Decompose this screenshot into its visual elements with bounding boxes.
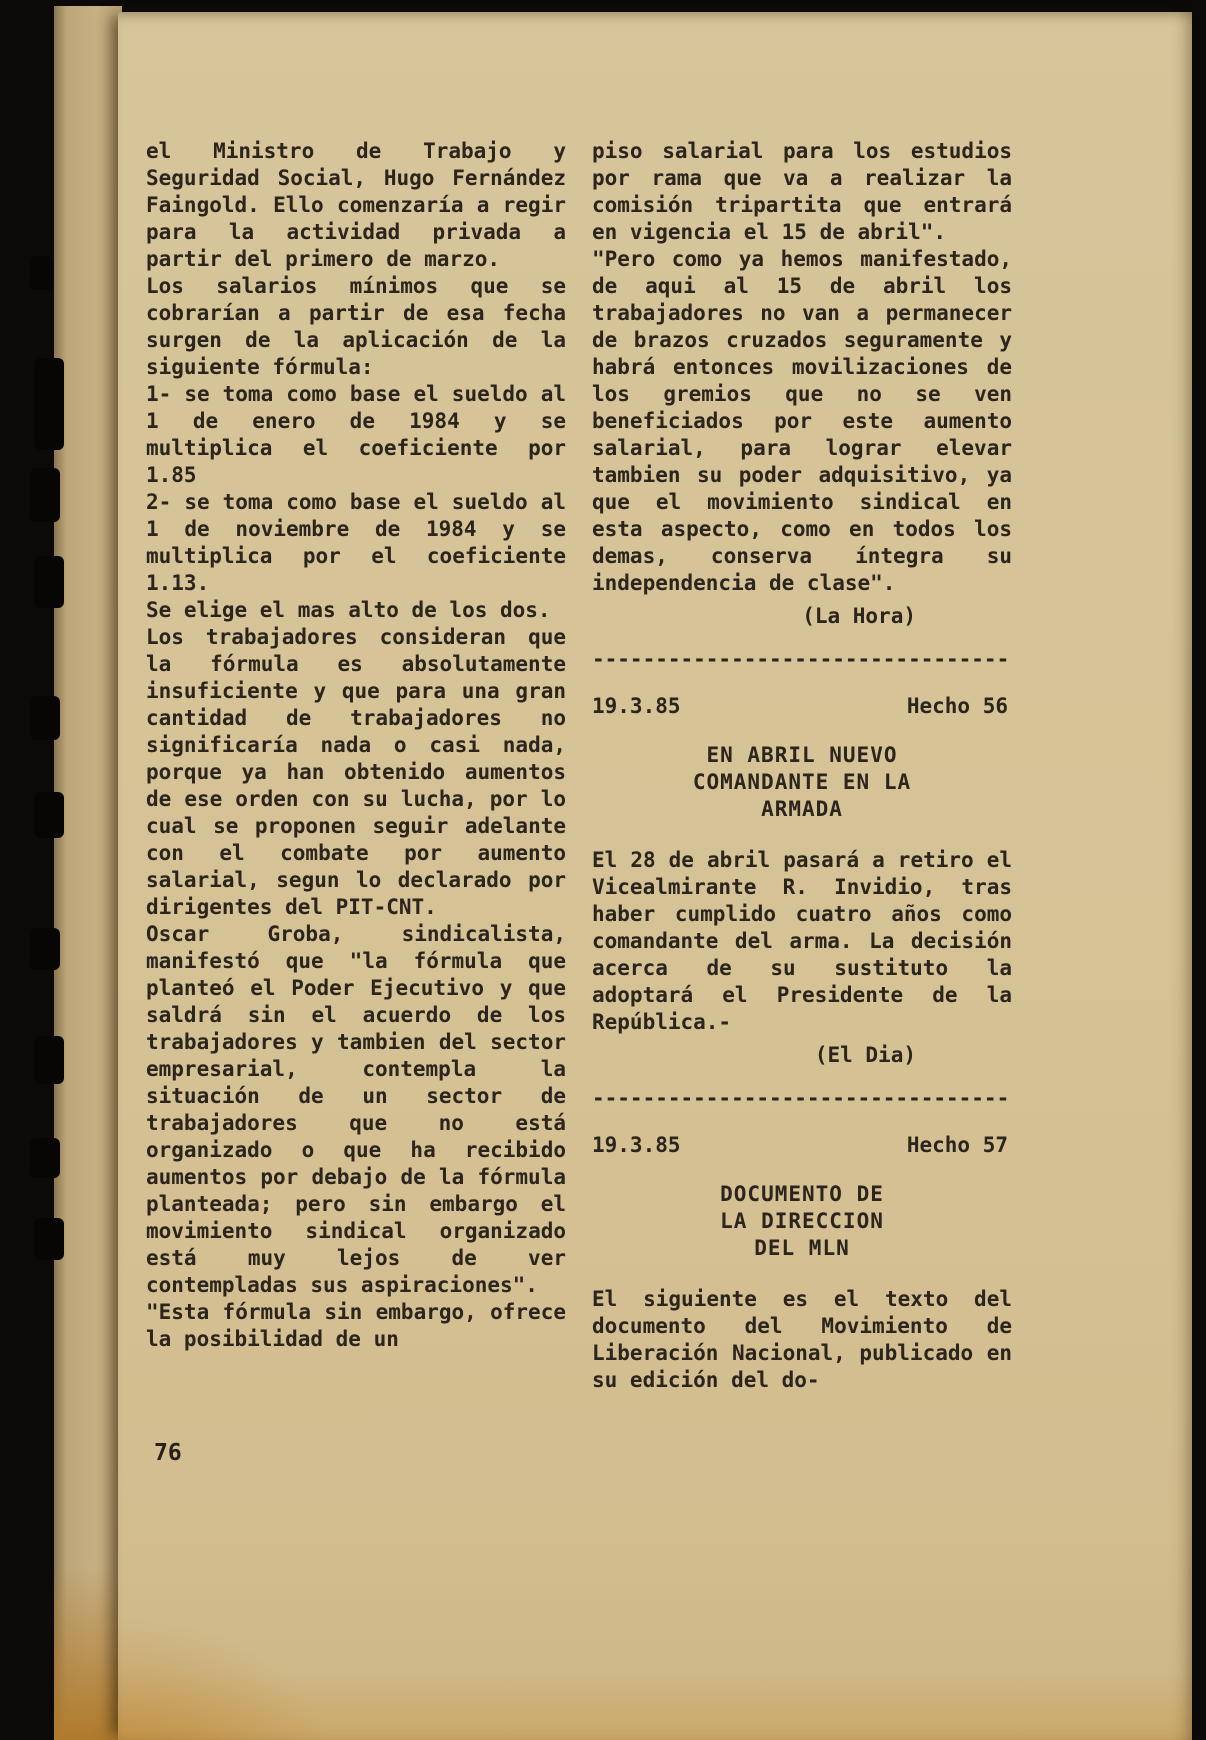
paragraph: Los trabajadores consideran que la fórmula es absolutamente insuficiente y que para una gran cantidad de trabajadores no significaría nada o casi nada, porque ya han obtenido aumentos de ese orden con su lucha, por lo cual se proponen seguir adelante con el combate por aumento salarial, segun lo declarado por dirigentes del PIT-CNT. [146, 625, 566, 919]
binding-mark [34, 1218, 64, 1260]
paragraph: "Pero como ya hemos manifestado, de aqui al 15 de abril los trabajadores no van a permanecer de brazos cruzados seguramente y habrá entonces movilizaciones de los gremios que no se ven beneficiados por este aumento salarial, para lograr elevar tambien su poder adquisitivo, ya que el movimiento sindical en esta aspecto, como en todos los demas, conserva íntegra su independencia de clase". [592, 247, 1012, 595]
adjacent-page-edge [54, 6, 122, 1740]
paragraph: Se elige el mas alto de los dos. [146, 598, 551, 622]
entry-title-line: ARMADA [761, 797, 843, 821]
paragraph: piso salarial para los estudios por rama que va a realizar la comisión tripartita que entrará en vigencia el 15 de abril". [592, 139, 1012, 244]
binding-mark [30, 256, 54, 290]
entry-title [592, 1181, 1012, 1262]
entry-title-line: DEL MLN [754, 1236, 850, 1260]
paragraph: "Esta fórmula sin embargo, ofrece la posibilidad de un [146, 1300, 566, 1351]
binding-mark [34, 1036, 64, 1084]
separator-line: --------------------------------- [592, 1086, 1010, 1110]
page-number: 76 [154, 1440, 182, 1466]
entry-number: Hecho 56 [906, 694, 1008, 718]
source-byline: (La Hora) [802, 604, 916, 628]
entry-title-line: COMANDANTE EN LA [692, 770, 912, 794]
entry-title [592, 742, 1012, 823]
paragraph: Los salarios mínimos que se cobrarían a partir de esa fecha surgen de la aplicación de la siguiente fórmula: [146, 274, 566, 379]
entry-header [592, 1132, 1012, 1159]
paragraph: El siguiente es el texto del documento del Movimiento de Liberación Nacional, publicado en su edición del do- [592, 1287, 1012, 1392]
binding-mark [30, 1138, 60, 1178]
paragraph: el Ministro de Trabajo y Seguridad Social, Hugo Fernández Faingold. Ello comenzaría a regir para la actividad privada a partir del primero de marzo. [146, 139, 566, 271]
binding-mark [30, 696, 60, 740]
binding-mark [30, 468, 60, 522]
page-content [118, 12, 1192, 1394]
paragraph: Oscar Groba, sindicalista, manifestó que "la fórmula que planteó el Poder Ejecutivo y que saldrá sin el acuerdo de los trabajadores y tambien del sector empresarial, contempla la situación de un sector de trabajadores que no está organizado o que ha recibido aumentos por debajo de la fórmula planteada; pero sin embargo el movimiento sindical organizado está muy lejos de ver contempladas sus aspiraciones". [146, 922, 566, 1297]
document-page [118, 12, 1192, 1740]
binding-mark [34, 556, 64, 608]
separator-line: --------------------------------- [592, 647, 1010, 671]
entry-title-line: DOCUMENTO DE [720, 1182, 884, 1206]
left-column [146, 138, 566, 1394]
paragraph: 2- se toma como base el sueldo al 1 de noviembre de 1984 y se multiplica por el coeficiente 1.13. [146, 490, 566, 595]
binding-mark [34, 358, 64, 450]
binding-mark [34, 792, 64, 838]
entry-header [592, 693, 1012, 720]
entry-title-line: EN ABRIL NUEVO [706, 743, 898, 767]
paragraph: 1- se toma como base el sueldo al 1 de enero de 1984 y se multiplica el coeficiente por 1.85 [146, 382, 566, 487]
entry-title-line: LA DIRECCION [720, 1209, 884, 1233]
binding-mark [30, 928, 60, 970]
source-byline: (El Dia) [814, 1043, 916, 1067]
entry-date: 19.3.85 [592, 694, 681, 718]
right-column [592, 138, 1012, 1394]
entry-date: 19.3.85 [592, 1133, 681, 1157]
paragraph: El 28 de abril pasará a retiro el Vicealmirante R. Invidio, tras haber cumplido cuatro años como comandante del arma. La decisión acerca de su sustituto la adoptará el Presidente de la República.- [592, 848, 1012, 1034]
entry-number: Hecho 57 [906, 1133, 1008, 1157]
